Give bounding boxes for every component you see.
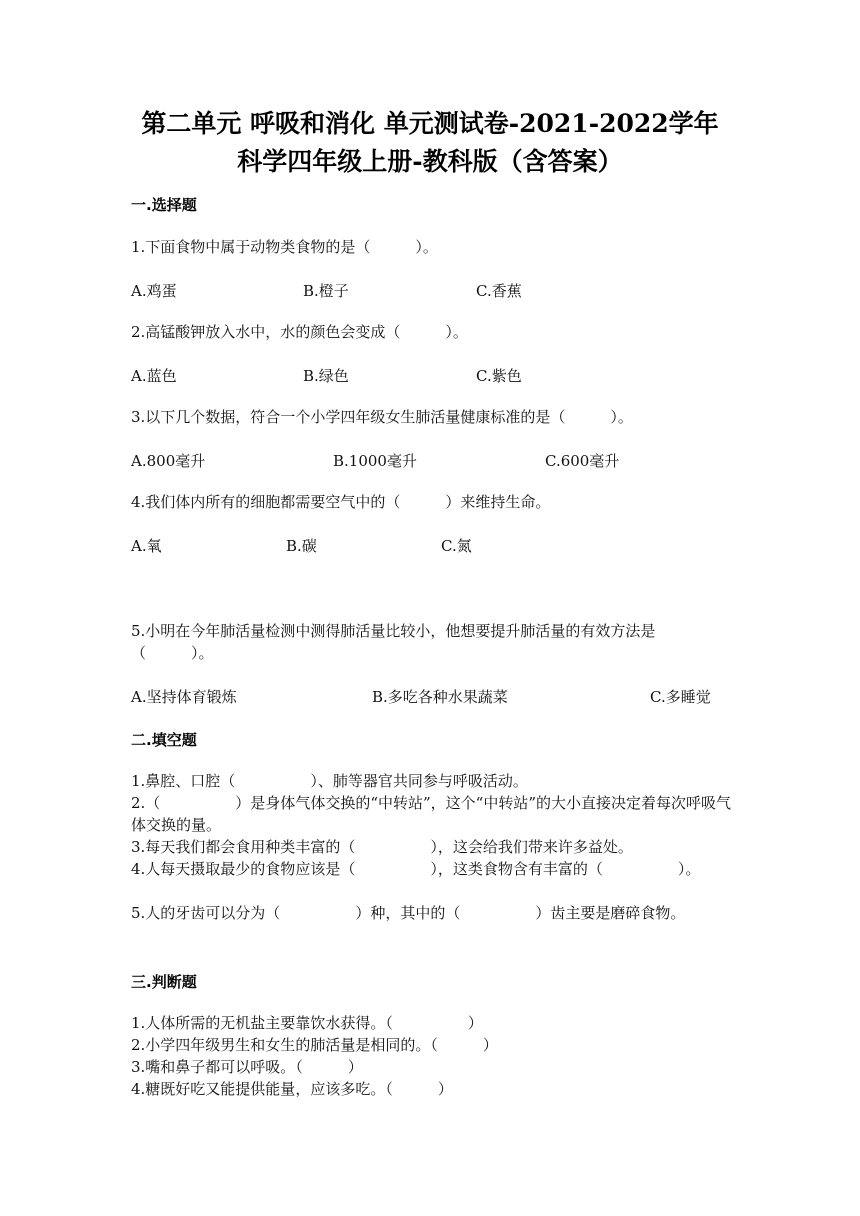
- page-title-line1: 第二单元 呼吸和消化 单元测试卷-2021-2022学年: [141, 109, 719, 138]
- judge-item-1: 1.人体所需的无机盐主要靠饮水获得。（ ）: [131, 1014, 483, 1032]
- choice-q5-option-c: C.多睡觉: [650, 688, 711, 706]
- judge-item-2: 2.小学四年级男生和女生的肺活量是相同的。（ ）: [131, 1036, 498, 1054]
- choice-q4-option-b: B.碳: [286, 537, 317, 555]
- choice-q1-option-b: B.橙子: [303, 282, 349, 300]
- section-heading-judge: 三.判断题: [131, 973, 197, 991]
- section-heading-choice: 一.选择题: [131, 196, 197, 214]
- choice-q4-option-c: C.氮: [441, 537, 472, 555]
- choice-q4-option-a: A.氧: [131, 537, 162, 555]
- choice-q5-option-a: A.坚持体育锻炼: [131, 688, 237, 706]
- choice-q3-option-a: A.800毫升: [131, 452, 206, 470]
- choice-q2-option-a: A.蓝色: [131, 367, 177, 385]
- fill-item-3: 3.每天我们都会食用种类丰富的（ ），这会给我们带来许多益处。: [131, 838, 633, 856]
- judge-item-4: 4.糖既好吃又能提供能量，应该多吃。（ ）: [131, 1080, 453, 1098]
- choice-q3-option-b: B.1000毫升: [333, 452, 417, 470]
- choice-q2-option-b: B.绿色: [303, 367, 349, 385]
- judge-item-3: 3.嘴和鼻子都可以呼吸。（ ）: [131, 1058, 363, 1076]
- choice-q1-option-a: A.鸡蛋: [131, 282, 177, 300]
- choice-q3-option-c: C.600毫升: [545, 452, 620, 470]
- choice-q2-option-c: C.紫色: [476, 367, 522, 385]
- choice-q5-option-b: B.多吃各种水果蔬菜: [372, 688, 508, 706]
- choice-question-1: 1.下面食物中属于动物类食物的是（ ）。: [131, 238, 438, 256]
- choice-question-3: 3.以下几个数据，符合一个小学四年级女生肺活量健康标准的是（ ）。: [131, 408, 633, 426]
- fill-item-1: 1.鼻腔、口腔（ ）、肺等器官共同参与呼吸活动。: [131, 772, 528, 790]
- choice-question-5: 5.小明在今年肺活量检测中测得肺活量比较小，他想要提升肺活量的有效方法是（ ）。: [131, 622, 656, 662]
- choice-question-4: 4.我们体内所有的细胞都需要空气中的（ ）来维持生命。: [131, 493, 551, 511]
- section-heading-fill: 二.填空题: [131, 731, 197, 749]
- choice-q1-option-c: C.香蕉: [476, 282, 522, 300]
- fill-item-5: 5.人的牙齿可以分为（ ）种，其中的（ ）齿主要是磨碎食物。: [131, 904, 686, 922]
- fill-item-4: 4.人每天摄取最少的食物应该是（ ），这类食物含有丰富的（ ）。: [131, 860, 701, 878]
- choice-question-2: 2.高锰酸钾放入水中，水的颜色会变成（ ）。: [131, 323, 468, 341]
- page-title-line2: 科学四年级上册-教科版（含答案）: [237, 147, 623, 176]
- fill-item-2: 2.（ ）是身体气体交换的“中转站”，这个“中转站”的大小直接决定着每次呼吸气体交换的量。: [131, 794, 731, 834]
